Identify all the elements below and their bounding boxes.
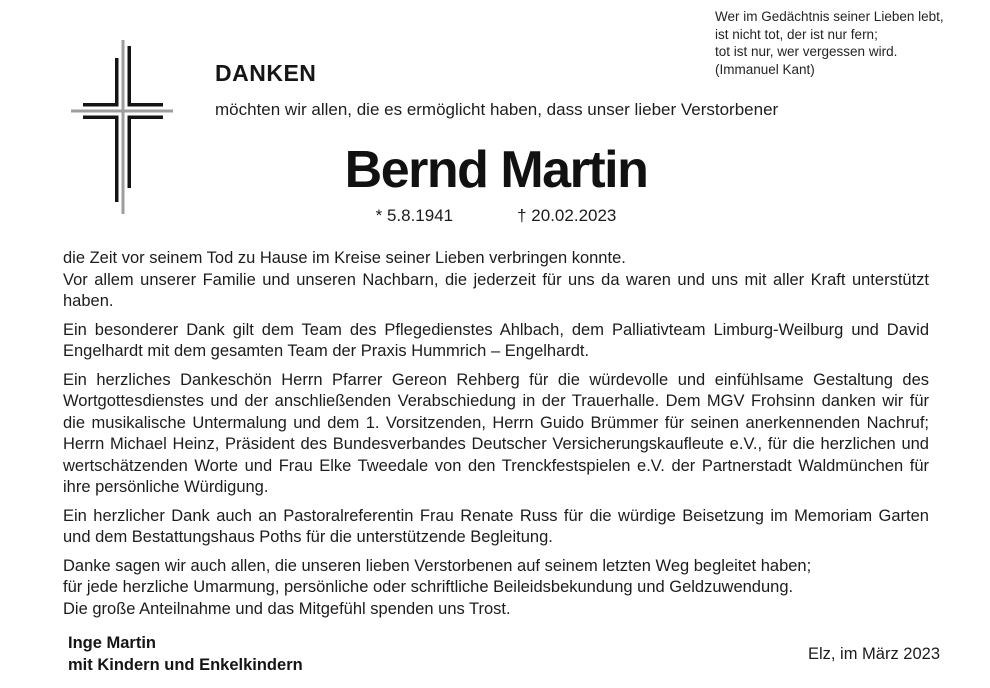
paragraph-line: die Zeit vor seinem Tod zu Hause im Kreise seiner Lieben verbringen konnte.: [63, 249, 626, 267]
memorial-quote: [715, 8, 975, 78]
paragraph: Ein besonderer Dank gilt dem Team des Pflegedienstes Ahlbach, dem Palliativteam Limburg-Weilburg und David Engelhardt mit dem gesamten Team der Praxis Hummrich – Engelhardt.: [63, 320, 929, 360]
quote-attribution: (Immanuel Kant): [715, 61, 815, 77]
place-and-date: Elz, im März 2023: [807, 645, 940, 663]
thank-you-text: [63, 248, 929, 620]
paragraph: Ein herzliches Dankeschön Herrn Pfarrer Gereon Rehberg für die würdevolle und einfühlsame Gestaltung des Wortgottesdienstes und der anschließenden Verabschiedung in der Trauerhalle. Dem MGV Frohsinn danken wir für die musikalische Untermalung und dem 1. Vorsitzenden, Herrn Guido Brümmer für seinen anerkennenden Nachruf; Herrn Michael Heinz, Präsident des Bundesverbandes Deutscher Versicherungskaufleute e.V., für die herzlichen und wertschätzenden Worte und Frau Elke Tweedale von den Trenckfestspielen e.V. der Partnerstadt Waldmünchen für ihre persönliche Würdigung.: [63, 370, 929, 496]
death-date: † 20.02.2023: [517, 206, 617, 225]
paragraph-line: Vor allem unserer Familie und unseren Nachbarn, die jederzeit für uns da waren und uns mit aller Kraft unterstützt haben.: [63, 270, 929, 310]
signature-subline: mit Kindern und Enkelkindern: [68, 655, 303, 674]
paragraph-line: für jede herzliche Umarmung, persönliche oder schriftliche Beileidsbekundung und Geldzuwendung.: [63, 578, 794, 596]
paragraph: [63, 556, 929, 621]
quote-line: Wer im Gedächtnis seiner Lieben lebt,: [715, 9, 944, 24]
page-title: DANKEN: [215, 60, 317, 86]
paragraph: Ein herzlicher Dank auch an Pastoralreferentin Frau Renate Russ für die würdige Beisetzung im Memoriam Garten und dem Bestattungshaus Poths für die unterstützende Begleitung.: [63, 506, 929, 546]
paragraph: [63, 248, 929, 313]
quote-line: ist nicht tot, der ist nur fern;: [715, 26, 878, 42]
quote-line: tot ist nur, wer vergessen wird.: [715, 44, 898, 59]
life-dates: [63, 206, 929, 226]
signature-name: Inge Martin: [68, 634, 157, 652]
paragraph-line: Die große Anteilnahme und das Mitgefühl spenden uns Trost.: [63, 599, 511, 618]
intro-line: möchten wir allen, die es ermöglicht haben, dass unser lieber Verstorbener: [215, 100, 779, 119]
deceased-block: [63, 142, 929, 226]
birth-date: * 5.8.1941: [375, 206, 454, 225]
signature-block: [68, 633, 303, 676]
paragraph-line: Danke sagen wir auch allen, die unseren lieben Verstorbenen auf seinem letzten Weg begleitet haben;: [63, 556, 812, 575]
deceased-name: Bernd Martin: [344, 141, 648, 199]
